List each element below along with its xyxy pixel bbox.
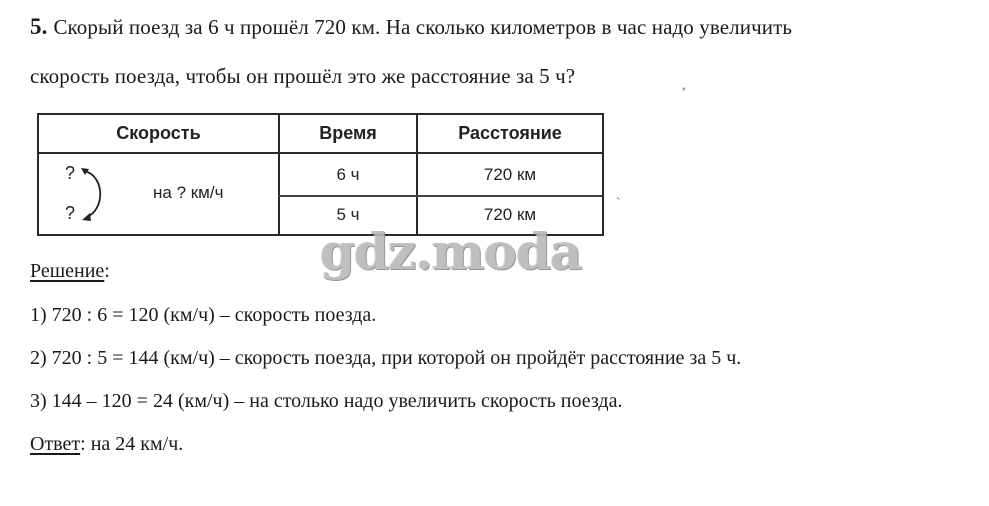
- solution-heading-line: [30, 260, 110, 283]
- given-table: [37, 113, 604, 236]
- solution-step-3: 3) 144 – 120 = 24 (км/ч) – на столько надо увеличить скорость поезда.: [30, 390, 623, 412]
- problem-number: 5.: [30, 14, 48, 39]
- speed-unknown-1: ?: [65, 163, 76, 183]
- problem-text-1: Скорый поезд за 6 ч прошёл 720 км. На сколько километров в час надо увеличить: [53, 15, 793, 39]
- scan-speck-2: ˋ: [616, 196, 621, 211]
- speed-unknown-2: ?: [65, 203, 76, 223]
- row-1-distance: 720 км: [483, 164, 537, 184]
- answer-text: : на 24 км/ч.: [80, 433, 184, 455]
- scan-speck: ,: [682, 78, 686, 93]
- row-1-time: 6 ч: [336, 164, 360, 184]
- curved-arrow-icon: [79, 165, 109, 223]
- answer-line: [30, 433, 183, 456]
- row-2-distance: 720 км: [483, 205, 537, 224]
- problem-line-1: [30, 14, 792, 40]
- solution-step-1: 1) 720 : 6 = 120 (км/ч) – скорость поезда.: [30, 304, 377, 326]
- header-speed: Скорость: [116, 123, 201, 143]
- solution-heading-colon: :: [104, 260, 110, 282]
- watermark-logo: gdz.moda: [320, 222, 582, 281]
- speed-difference-label: на ? км/ч: [153, 183, 224, 202]
- row-2-time: 5 ч: [336, 205, 360, 224]
- solution-step-2: 2) 720 : 5 = 144 (км/ч) – скорость поезда, при которой он пройдёт расстояние за 5 ч.: [30, 347, 742, 369]
- header-distance: Расстояние: [458, 123, 562, 143]
- solution-heading: Решение: [30, 260, 105, 282]
- header-time: Время: [319, 123, 377, 143]
- answer-label: Ответ: [30, 433, 81, 455]
- problem-line-2: [30, 64, 575, 89]
- problem-text-2: скорость поезда, чтобы он прошёл это же расстояние за 5 ч?: [30, 64, 576, 88]
